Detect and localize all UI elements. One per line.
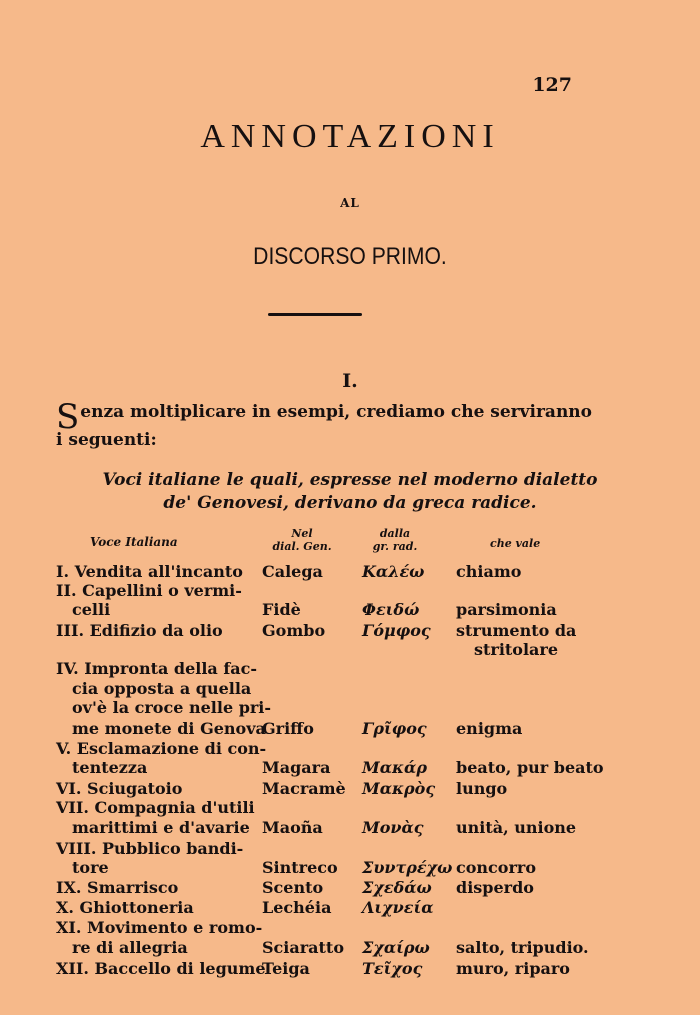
table-cell-c2: Maoña <box>262 818 323 837</box>
subtitle: DISCORSO PRIMO. <box>253 243 447 270</box>
table-cell-c2: Sciaratto <box>262 938 344 957</box>
table-cell-c4: unità, unione <box>456 818 577 837</box>
table-cell-c4: enigma <box>456 719 523 738</box>
table-cell-c1: VI. Sciugatoio <box>56 779 183 798</box>
table-cell-c3: Συντρέχω <box>362 858 453 877</box>
table-cell-c4: lungo <box>456 779 508 798</box>
caption-line-2: de' Genovesi, derivano da greca radice. <box>163 493 537 513</box>
header-radice-line-2: gr. rad. <box>372 540 418 553</box>
table-cell-c4: strumento da <box>456 621 577 640</box>
header-dialetto <box>262 527 342 553</box>
table-cell-c2: Gombo <box>262 621 326 640</box>
intro-line-2: i seguenti: <box>56 430 157 450</box>
table-cell-c2: Lechéia <box>262 898 332 917</box>
caption-line-1: Voci italiane le quali, espresse nel moderno dialetto <box>102 470 598 490</box>
table-cell-c3: Μονὰς <box>362 818 424 837</box>
table-cell-c1: X. Ghiottoneria <box>56 898 194 917</box>
table-cell-c4: concorro <box>456 858 536 877</box>
table-cell-c4: chiamo <box>456 562 522 581</box>
table-cell-c1: II. Capellini o vermi- <box>56 581 242 600</box>
table-cell-c1: VII. Compagnia d'utili <box>56 798 255 817</box>
table-cell-c2: Teiga <box>262 959 310 978</box>
table-caption <box>0 469 700 515</box>
table-cell-c1: I. Vendita all'incanto <box>56 562 243 581</box>
table-cell-c1: tentezza <box>72 758 148 777</box>
header-radice-line-1: dalla <box>379 527 411 540</box>
section-number: I. <box>342 370 358 392</box>
header-che-vale: che vale <box>490 537 541 550</box>
decorative-rule <box>268 313 362 316</box>
table-cell-c1: IV. Impronta della fac- <box>56 659 257 678</box>
table-cell-c3: Φειδώ <box>362 600 420 619</box>
table-cell-c3: Τεῖχος <box>362 959 423 978</box>
table-cell-c3: Μακάρ <box>362 758 427 777</box>
table-cell-c1: marittimi e d'avarie <box>72 818 250 837</box>
table-cell-c1: re di allegria <box>72 938 188 957</box>
header-voce-italiana: Voce Italiana <box>90 535 178 549</box>
main-title: ANNOTAZIONI <box>200 118 500 155</box>
page-number: 127 <box>532 74 572 96</box>
table-cell-c4: stritolare <box>474 640 559 659</box>
table-cell-c2: Sintreco <box>262 858 338 877</box>
table-cell-c2: Macramè <box>262 779 346 798</box>
table-cell-c1: VIII. Pubblico bandi- <box>56 839 244 858</box>
table-cell-c1: me monete di Genova <box>72 719 266 738</box>
table-cell-c2: Scento <box>262 878 324 897</box>
table-cell-c4: beato, pur beato <box>456 758 604 777</box>
title-preposition: AL <box>340 196 360 210</box>
table-cell-c2: Magara <box>262 758 331 777</box>
table-cell-c1: cia opposta a quella <box>72 679 252 698</box>
table-cell-c1: IX. Smarrisco <box>56 878 179 897</box>
table-cell-c3: Γρῖφος <box>362 719 427 738</box>
table-cell-c4: salto, tripudio. <box>456 938 589 957</box>
header-radice <box>360 527 430 553</box>
table-cell-c1: ov'è la croce nelle pri- <box>72 698 272 717</box>
intro-line-1: enza moltiplicare in esempi, crediamo che serviranno <box>80 402 593 422</box>
table-cell-c3: Γόμφος <box>362 621 431 640</box>
header-dialetto-line-2: dial. Gen. <box>272 540 332 553</box>
table-cell-c1: XI. Movimento e romo- <box>56 918 263 937</box>
table-cell-c3: Σχεδάω <box>362 878 432 897</box>
table-cell-c3: Μακρὸς <box>362 779 436 798</box>
table-cell-c2: Griffo <box>262 719 314 738</box>
intro-paragraph <box>56 397 596 451</box>
table-cell-c1: III. Edifizio da olio <box>56 621 223 640</box>
table-cell-c3: Καλέω <box>362 562 425 581</box>
table-cell-c4: muro, riparo <box>456 959 570 978</box>
table-cell-c1: V. Esclamazione di con- <box>56 739 267 758</box>
drop-cap: S <box>56 397 80 437</box>
table-cell-c1: XII. Baccello di legume <box>56 959 266 978</box>
table-cell-c4: parsimonia <box>456 600 557 619</box>
table-cell-c3: Λιχνεία <box>362 898 434 917</box>
table-cell-c2: Fidè <box>262 600 301 619</box>
header-dialetto-line-1: Nel <box>291 527 313 540</box>
table-cell-c4: disperdo <box>456 878 534 897</box>
table-cell-c3: Σχαίρω <box>362 938 430 957</box>
table-cell-c1: tore <box>72 858 109 877</box>
table-cell-c1: celli <box>72 600 111 619</box>
table-cell-c2: Calega <box>262 562 323 581</box>
